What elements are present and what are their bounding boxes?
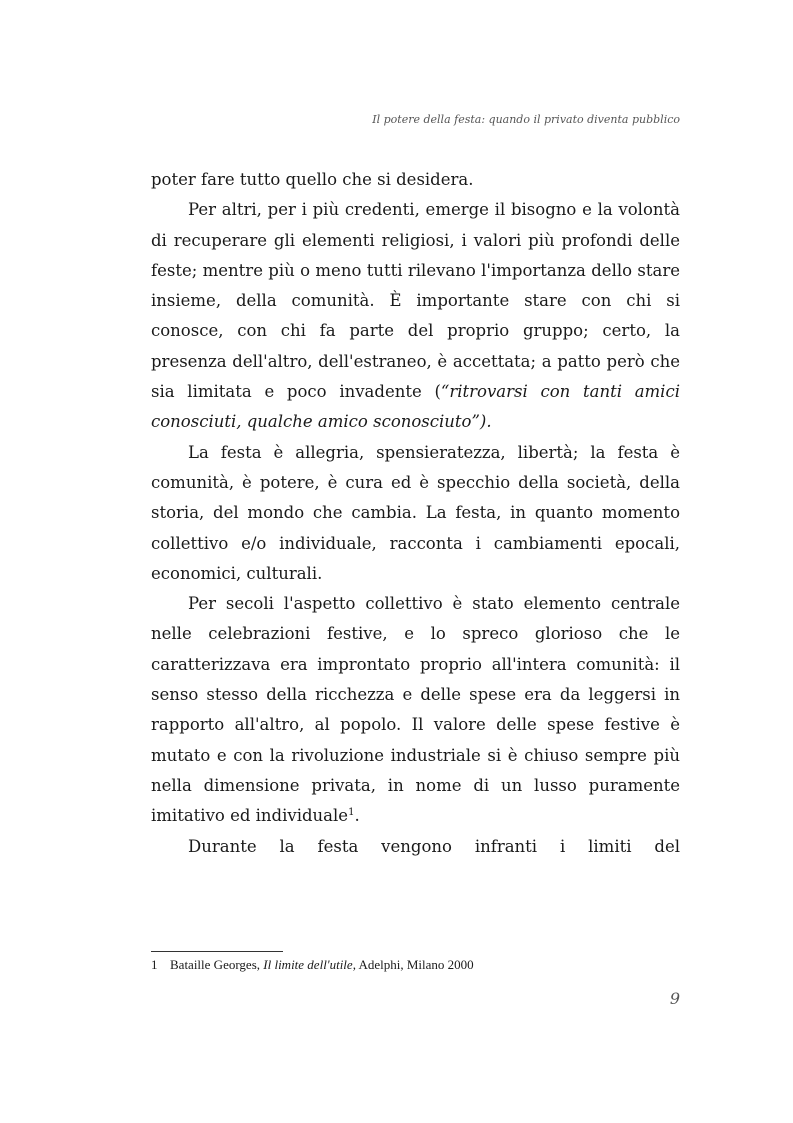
paragraph-5 [151,832,680,862]
paragraph-2 [151,195,680,437]
page-number: 9 [669,989,680,1008]
paragraph-3-text: La festa è allegria, spensieratezza, libertà; la festa è comunità, è potere, è cura ed è specchio della società, della storia, del mondo che cambia. La festa, in quanto momento collettivo e/o individuale, racconta i cambiamenti epocali, economici, culturali. [151,442,680,583]
footnote-author: Bataille Georges, [170,957,264,972]
footnote-publisher: Adelphi, Milano 2000 [355,957,474,972]
paragraph-4-text: Per secoli l'aspetto collettivo è stato elemento centrale nelle celebrazioni festive, e lo spreco glorioso che le caratterizzava era improntato proprio all'intera comunità: il senso stesso della ricchezza e delle spese era da leggersi in rapporto all'altro, al popolo. Il valore delle spese festive è mutato e con la rivoluzione industriale si è chiuso sempre più nella dimensione privata, in nome di un lusso puramente imitativo ed individuale [151,594,680,826]
footnote-reference[interactable]: 1 [348,807,355,819]
paragraph-1 [151,165,680,195]
footnote-title: Il limite dell'utile, [263,957,356,972]
paragraph-4-end: . [354,806,360,826]
footnote [151,957,680,973]
footnote-number: 1 [151,957,158,972]
quoted-survey-response: “ritrovarsi con tanti amici conosciuti, qualche amico sconosciuto”). [151,382,680,432]
running-header: Il potere della festa: quando il privato diventa pubblico [372,113,680,126]
paragraph-4 [151,589,680,831]
paragraph-1-text: poter fare tutto quello che si desidera. [151,170,474,189]
body-text [151,165,680,862]
paragraph-2-text: Per altri, per i più credenti, emerge il bisogno e la volontà di recuperare gli elementi religiosi, i valori più profondi delle feste; mentre più o meno tutti rilevano l'importanza dello stare insieme, della comunità. È importante stare con chi si conosce, con chi fa parte del proprio gruppo; certo, la presenza dell'altro, dell'estraneo, è accettata; a patto però che sia limitata e poco invadente ( [151,200,680,402]
paragraph-5-text: Durante la festa vengono infranti i limiti del [188,836,680,856]
paragraph-3 [151,438,680,589]
footnote-separator [151,951,283,952]
